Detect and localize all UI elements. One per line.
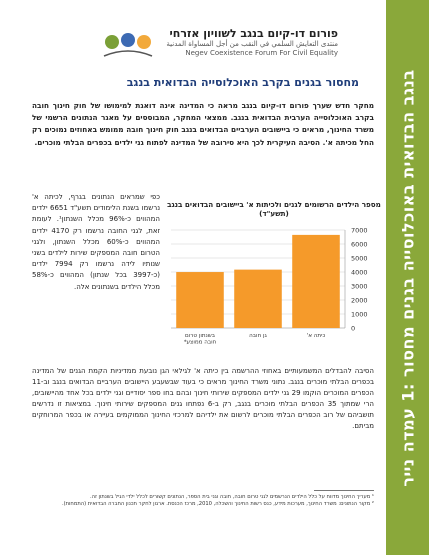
y-tick-label: 0 [351, 324, 356, 333]
enrollment-chart [165, 200, 383, 360]
y-tick-label: 7000 [351, 226, 368, 235]
statistics-paragraph: כפי שמראים הנתונים בגרף, לכיתה א' נרשמו בשנת הלימודים תשע"ד 6651 ילדים המהווים כ-96% מכלל השנתון¹. לעומת זאת, לגני החובה נרשמו רק 4170 ילדים המהווים כ-60% מכלל השנתון, ולגני הטרום חובה המספקים שירות לילדים בשני שנותיו לידה נרשמו רק 7994 ילדים (כ-3997 בכל שנתון) המהווים כ-58% מכלל הילדים בשנתונים אלה. [32, 193, 160, 291]
chart-svg [165, 200, 383, 360]
forum-logo [98, 28, 338, 62]
policy-paragraph: הסיבה להבדלים המשמעותיים באחוזי ההרשמה בין כיתה א' לגילאי הגן נובעת ממדיניות הקמת הגנים של המדינה בכפרים הבלתי מוכרים בנגב. נתוני משרד החינוך מראים כי בעוד שבשעבע היישובים הערביים הבדואים בנגב וב-11 הכפרים המוכרים הוקמו 29 גני ילדים המספקים שירותי חינוך ובהם בחו ספר יסודיים וגני ילדים בכל אחד מהיישובים, הרי שמתוך 35 הכפרים הבלתי מוכרים בנגב, רק ב-6 נפתחו גנים המספקים שירותי חינוך. במציאות זו נדרשים תושביהם של רוב הכפרים הבלתי מוכרים לרשום את ילדיהם למרכזי החינוך הממוקמים בעיירה או בכפר המרוחקים מביתם. [32, 367, 374, 431]
chart-title: מספר הילדים הרשומים לגנים ולכיתות א' ביישובים הבדואים בנגב (תשע"ד) [167, 200, 381, 218]
y-tick-label: 2000 [351, 296, 368, 305]
logo-hebrew-text: פורום דו-קיום בנגב לשוויון אזרחי [169, 27, 338, 40]
side-band [386, 0, 429, 555]
document-title: מחסור בגנים בקרב האוכלוסייה הבדואית בנגב [126, 76, 359, 89]
footnotes [32, 490, 374, 508]
y-tick-label: 3000 [351, 282, 368, 291]
chart-bar [292, 235, 340, 328]
x-tick-label: גן חובה [249, 333, 267, 339]
x-tick-label: בשנתון טרום חובה ממוצע* [183, 333, 217, 346]
chart-bar [234, 270, 282, 328]
y-tick-label: 4000 [351, 268, 368, 277]
y-tick-label: 6000 [351, 240, 368, 249]
footnote-1: ¹ מעריך החינוך מדווח על כלל הילדים הנרשמים לגני טרום חובה, חובה וגני בית הספר, הנתונים קשורים לכלל ילדי הגיל בשנתון זה. [90, 494, 374, 500]
footnote-2: ² מקור הנתונים: משרד החינוך, מערכות מידע, כנס רשות החינוך והשכלה, 2010, מרכז הכנסת. ארגון לחקר תכנון החברה הבדואית (התמחות). [61, 501, 374, 507]
y-tick-label: 1000 [351, 310, 368, 319]
intro-paragraph: מחקר חדש שערך פורום דו-קיום בנגב מראה כי המדינה אינה דואגת למימושו של חוק חינוך חובה בקרב האוכלוסייה הערבית הבדואית בנגב. ממצאי המחקר, המבוססים על מאגר הנתונים הרשמי של משרד החינוך, מראים כי ביישובים הערביים הבדואים בנגב חוק חינוך חובה ממומש באחוזים נמוכים רק החל מכיתה א'. הסיבה העיקרית לכך היא סירובה של המדינה לפתוח גני ילדים בכפרים הבלתי מוכרים. [32, 101, 374, 147]
chart-bar [176, 272, 224, 328]
logo-arabic-text: منتدى التعايش السلمي في النقب من أجل المساواة المدنية [166, 40, 338, 48]
x-tick-label: כיתה א' [306, 333, 326, 339]
logo-mark-icon [98, 28, 158, 62]
footnote-divider [314, 490, 374, 491]
logo-english-text: Negev Coexistence Forum For Civil Equality [185, 49, 338, 57]
side-band-text: בנגב הבדואית באוכלוסייה בגנים מחסור :1 עמדה נייר [398, 68, 417, 487]
y-tick-label: 5000 [351, 254, 368, 263]
